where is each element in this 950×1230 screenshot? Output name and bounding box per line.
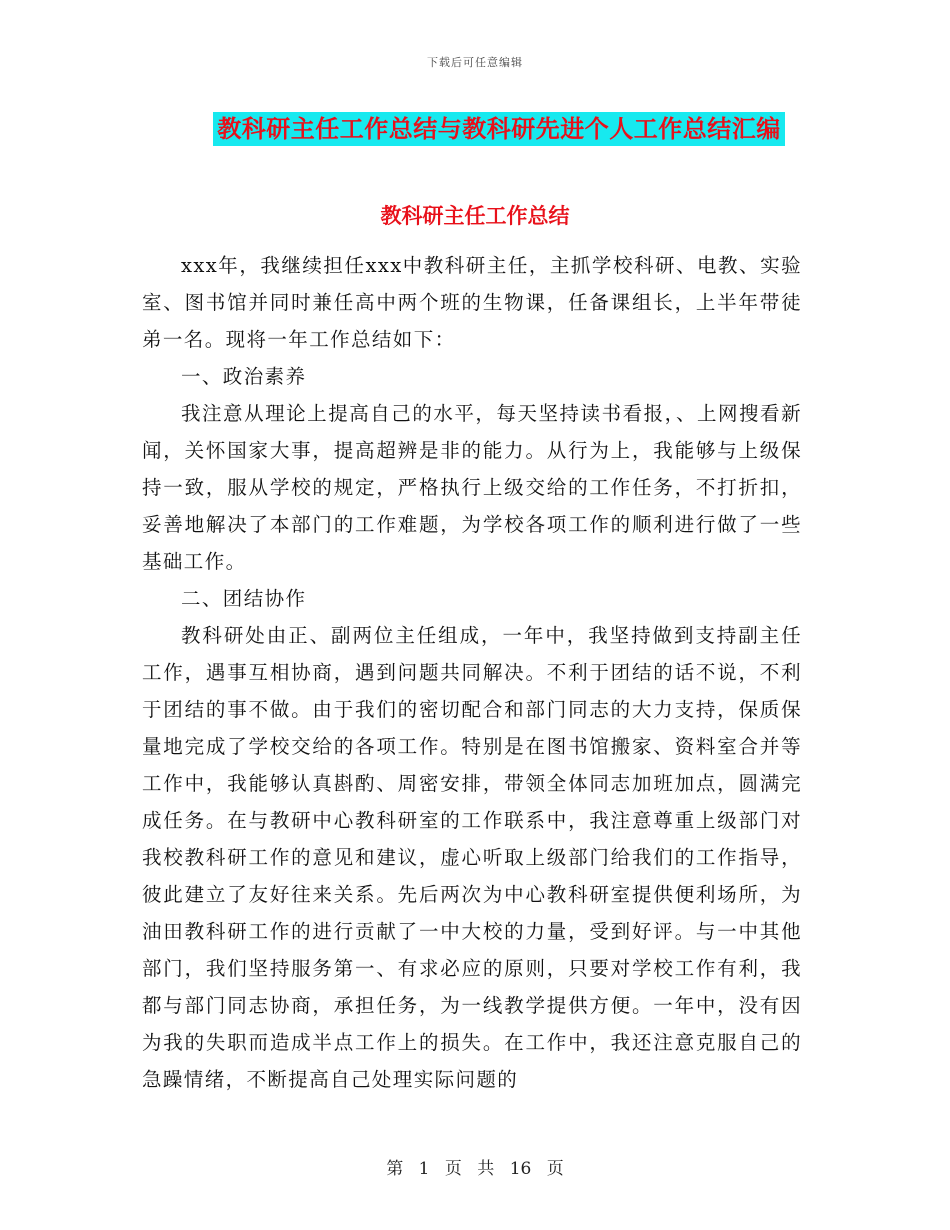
document-title-container	[0, 112, 950, 146]
paragraph-political: 我注意从理论上提高自己的水平，每天坚持读书看报，、上网搜看新闻，关怀国家大事，提高超辨是非的能力。从行为上，我能够与上级保持一致，服从学校的规定，严格执行上级交给的工作任务，不打折扣，妥善地解决了本部门的工作难题，为学校各项工作的顺利进行做了一些基础工作。	[142, 402, 802, 573]
footer-page-current: 1	[418, 1159, 430, 1179]
page-header-note: 下载后可任意编辑	[427, 56, 523, 69]
paragraph-intro: xxx年，我继续担任xxx中教科研主任，主抓学校科研、电教、实验室、图书馆并同时兼任高中两个班的生物课，任备课组长，上半年带徒弟一名。现将一年工作总结如下：	[142, 254, 802, 351]
page-footer	[0, 1154, 950, 1179]
heading-teamwork: 二、团结协作	[181, 587, 307, 610]
footer-page-mid: 页	[444, 1159, 462, 1179]
footer-page-prefix: 第	[386, 1159, 404, 1179]
footer-page-total: 16	[509, 1159, 532, 1179]
footer-total-prefix: 共	[477, 1159, 495, 1179]
paragraph-teamwork: 教科研处由正、副两位主任组成，一年中，我坚持做到支持副主任工作，遇事互相协商，遇到问题共同解决。不利于团结的话不说，不利于团结的事不做。由于我们的密切配合和部门同志的大力支持，保质保量地完成了学校交给的各项工作。特别是在图书馆搬家、资料室合并等工作中，我能够认真斟酌、周密安排，带领全体同志加班加点，圆满完成任务。在与教研中心教科研室的工作联系中，我注意尊重上级部门对我校教科研工作的意见和建议，虚心听取上级部门给我们的工作指导，彼此建立了友好往来关系。先后两次为中心教科研室提供便利场所，为油田教科研工作的进行贡献了一中大校的力量，受到好评。与一中其他部门，我们坚持服务第一、有求必应的原则，只要对学校工作有利，我都与部门同志协商，承担任务，为一线教学提供方便。一年中，没有因为我的失职而造成半点工作上的损失。在工作中，我还注意克服自己的急躁情绪，不断提高自己处理实际问题的	[142, 624, 802, 1091]
section-title: 教科研主任工作总结	[380, 203, 570, 228]
document-title: 教科研主任工作总结与教科研先进个人工作总结汇编	[213, 112, 785, 146]
document-body	[142, 247, 802, 1098]
footer-page-suffix: 页	[546, 1159, 564, 1179]
heading-political: 一、政治素养	[181, 365, 307, 388]
